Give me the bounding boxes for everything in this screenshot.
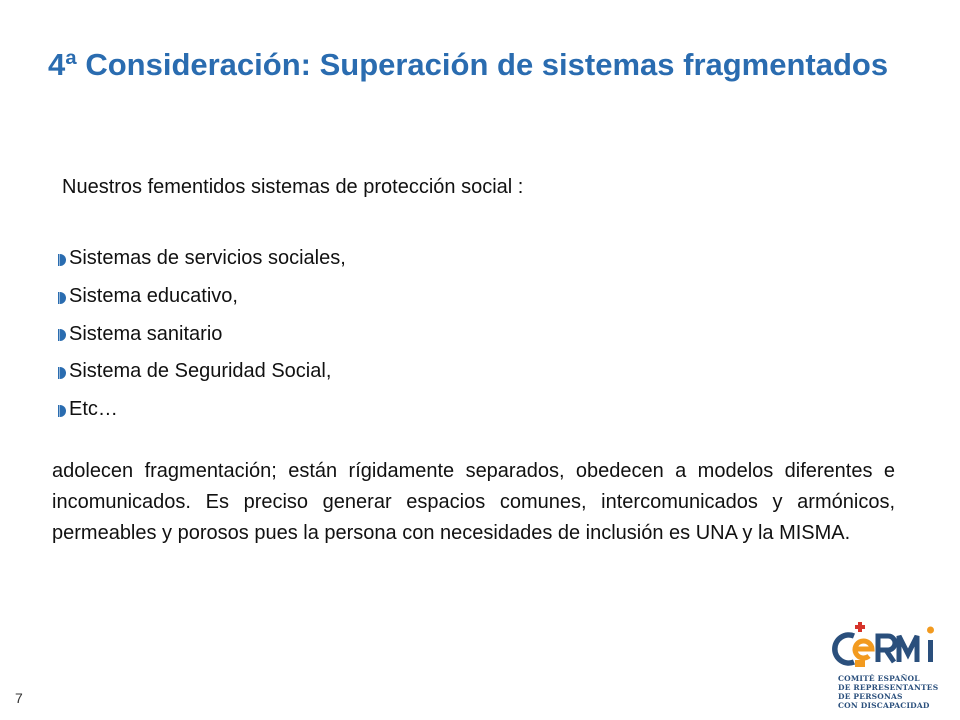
bullet-label: Sistemas de servicios sociales, [69, 247, 346, 269]
logo-letter-c [835, 635, 854, 663]
half-circle-bullet-icon [58, 328, 68, 342]
logo-letter-r [878, 636, 895, 662]
logo-caption-line: DE PERSONAS [838, 692, 903, 701]
half-circle-bullet-icon [58, 291, 68, 305]
logo-caption-line: COMITÉ ESPAÑOL [838, 674, 920, 683]
bullet-label: Sistema de Seguridad Social, [69, 360, 332, 383]
logo-caption-line: CON DISCAPACIDAD [838, 701, 930, 710]
body-paragraph: adolecen fragmentación; están rígidamente separados, obedecen a modelos diferentes e incomunicados. Es preciso generar espacios comunes, intercomunicados y armónicos, permeables y porosos pues la persona con necesidades de inclusión es UNA y la MISMA. [52, 460, 895, 544]
bullet-list [58, 240, 346, 429]
slide-title: 4ª Consideración: Superación de sistemas fragmentados [48, 47, 889, 82]
bullet-label: Sistema educativo, [69, 284, 238, 307]
logo-letter-e [855, 641, 872, 658]
half-circle-bullet-icon [58, 253, 68, 267]
bullet-item [58, 316, 346, 354]
bullet-item [58, 353, 346, 391]
half-circle-bullet-icon [58, 404, 68, 418]
page-number: 7 [15, 690, 23, 706]
intro-text: Nuestros fementidos sistemas de protección social : [62, 176, 524, 198]
bullet-item [58, 278, 346, 316]
logo-letter-i [928, 640, 933, 662]
bullet-item [58, 240, 346, 278]
half-circle-bullet-icon [58, 366, 68, 380]
logo-caption [838, 674, 938, 710]
bullet-label: Sistema sanitario [69, 322, 223, 345]
logo-letter-m [899, 636, 917, 662]
bullet-item [58, 391, 346, 429]
logo-caption-line: DE REPRESENTANTES [838, 683, 939, 692]
bullet-label: Etc… [69, 398, 118, 421]
